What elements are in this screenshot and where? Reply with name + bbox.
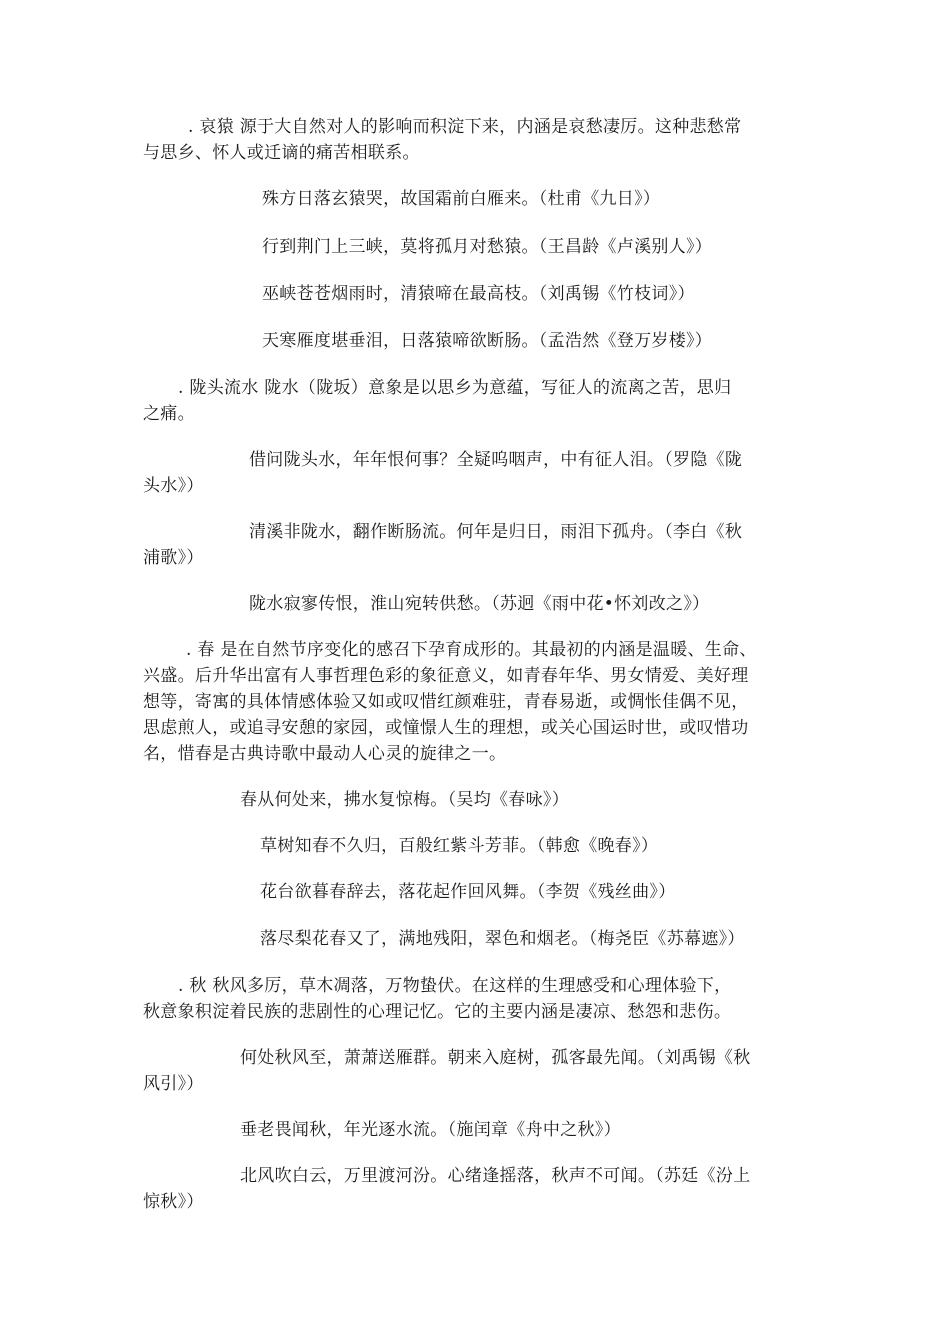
poem-quote: 陇水寂寥传恨，淮山宛转供愁。（苏迥《雨中花•怀刘改之》） bbox=[249, 594, 710, 614]
poem-quote: 巫峡苍苍烟雨时，清猿啼在最高枝。（刘禹锡《竹枝词》） bbox=[262, 284, 695, 304]
poem-quote-continuation: 浦歌》） bbox=[143, 548, 204, 568]
poem-quote-continuation: 惊秋》） bbox=[143, 1192, 204, 1212]
paragraph-line: 兴盛。后升华出富有人事哲理色彩的象征意义，如青春年华、男女情爱、美好理 bbox=[143, 666, 749, 686]
paragraph-line: 秋意象积淀着民族的悲剧性的心理记忆。它的主要内涵是凄凉、愁怨和悲伤。 bbox=[143, 1002, 732, 1022]
paragraph-line: . 春 是在自然节序变化的感召下孕育成形的。其最初的内涵是温暖、生命、 bbox=[186, 640, 757, 660]
poem-quote-continuation: 风引》） bbox=[143, 1074, 204, 1094]
poem-quote: 北风吹白云，万里渡河汾。心绪逢摇落，秋声不可闻。（苏廷《汾上 bbox=[240, 1166, 751, 1186]
poem-quote: 草树知春不久归，百般红紫斗芳菲。（韩愈《晚春》） bbox=[260, 836, 659, 856]
poem-quote: 清溪非陇水，翻作断肠流。何年是归日，雨泪下孤舟。（李白《秋 bbox=[249, 522, 743, 542]
paragraph-line: 想等，寄寓的具体情感体验又如或叹惜红颜难驻，青春易逝，或惆怅佳偶不见， bbox=[143, 692, 749, 712]
paragraph-line: 名，惜春是古典诗歌中最动人心灵的旋律之一。 bbox=[143, 744, 507, 764]
poem-quote: 落尽梨花春又了，满地残阳，翠色和烟老。（梅尧臣《苏幕遮》） bbox=[260, 929, 745, 949]
poem-quote: 天寒雁度堪垂泪，日落猿啼欲断肠。（孟浩然《登万岁楼》） bbox=[262, 331, 713, 351]
poem-quote: 春从何处来，拂水复惊梅。（吴均《春咏》） bbox=[240, 790, 569, 810]
paragraph-line: 之痛。 bbox=[143, 404, 195, 424]
poem-quote: 殊方日落玄猿哭，故国霜前白雁来。（杜甫《九日》） bbox=[262, 189, 661, 209]
paragraph-line: . 秋 秋风多厉，草木凋落，万物蛰伏。在这样的生理感受和心理体验下， bbox=[178, 976, 732, 996]
poem-quote: 行到荆门上三峡，莫将孤月对愁猿。（王昌龄《卢溪别人》） bbox=[262, 237, 713, 257]
paragraph-line: . 哀猿 源于大自然对人的影响而积淀下来，内涵是哀愁凄厉。这种悲愁常 bbox=[188, 117, 742, 137]
paragraph-line: . 陇头流水 陇水（陇坂）意象是以思乡为意蕴，写征人的流离之苦，思归 bbox=[178, 378, 732, 398]
poem-quote-continuation: 头水》） bbox=[143, 476, 204, 496]
poem-quote: 垂老畏闻秋，年光逐水流。（施闰章《舟中之秋》） bbox=[240, 1120, 621, 1140]
paragraph-line: 与思乡、怀人或迁谪的痛苦相联系。 bbox=[143, 143, 420, 163]
poem-quote: 花台欲暮春辞去，落花起作回风舞。（李贺《残丝曲》） bbox=[260, 882, 676, 902]
paragraph-line: 思虑煎人，或追寻安憩的家园，或憧憬人生的理想，或关心国运时世，或叹惜功 bbox=[143, 718, 749, 738]
poem-quote: 借问陇头水，年年恨何事？全疑呜咽声，中有征人泪。（罗隐《陇 bbox=[249, 450, 743, 470]
poem-quote: 何处秋风至，萧萧送雁群。朝来入庭树，孤客最先闻。（刘禹锡《秋 bbox=[240, 1048, 751, 1068]
